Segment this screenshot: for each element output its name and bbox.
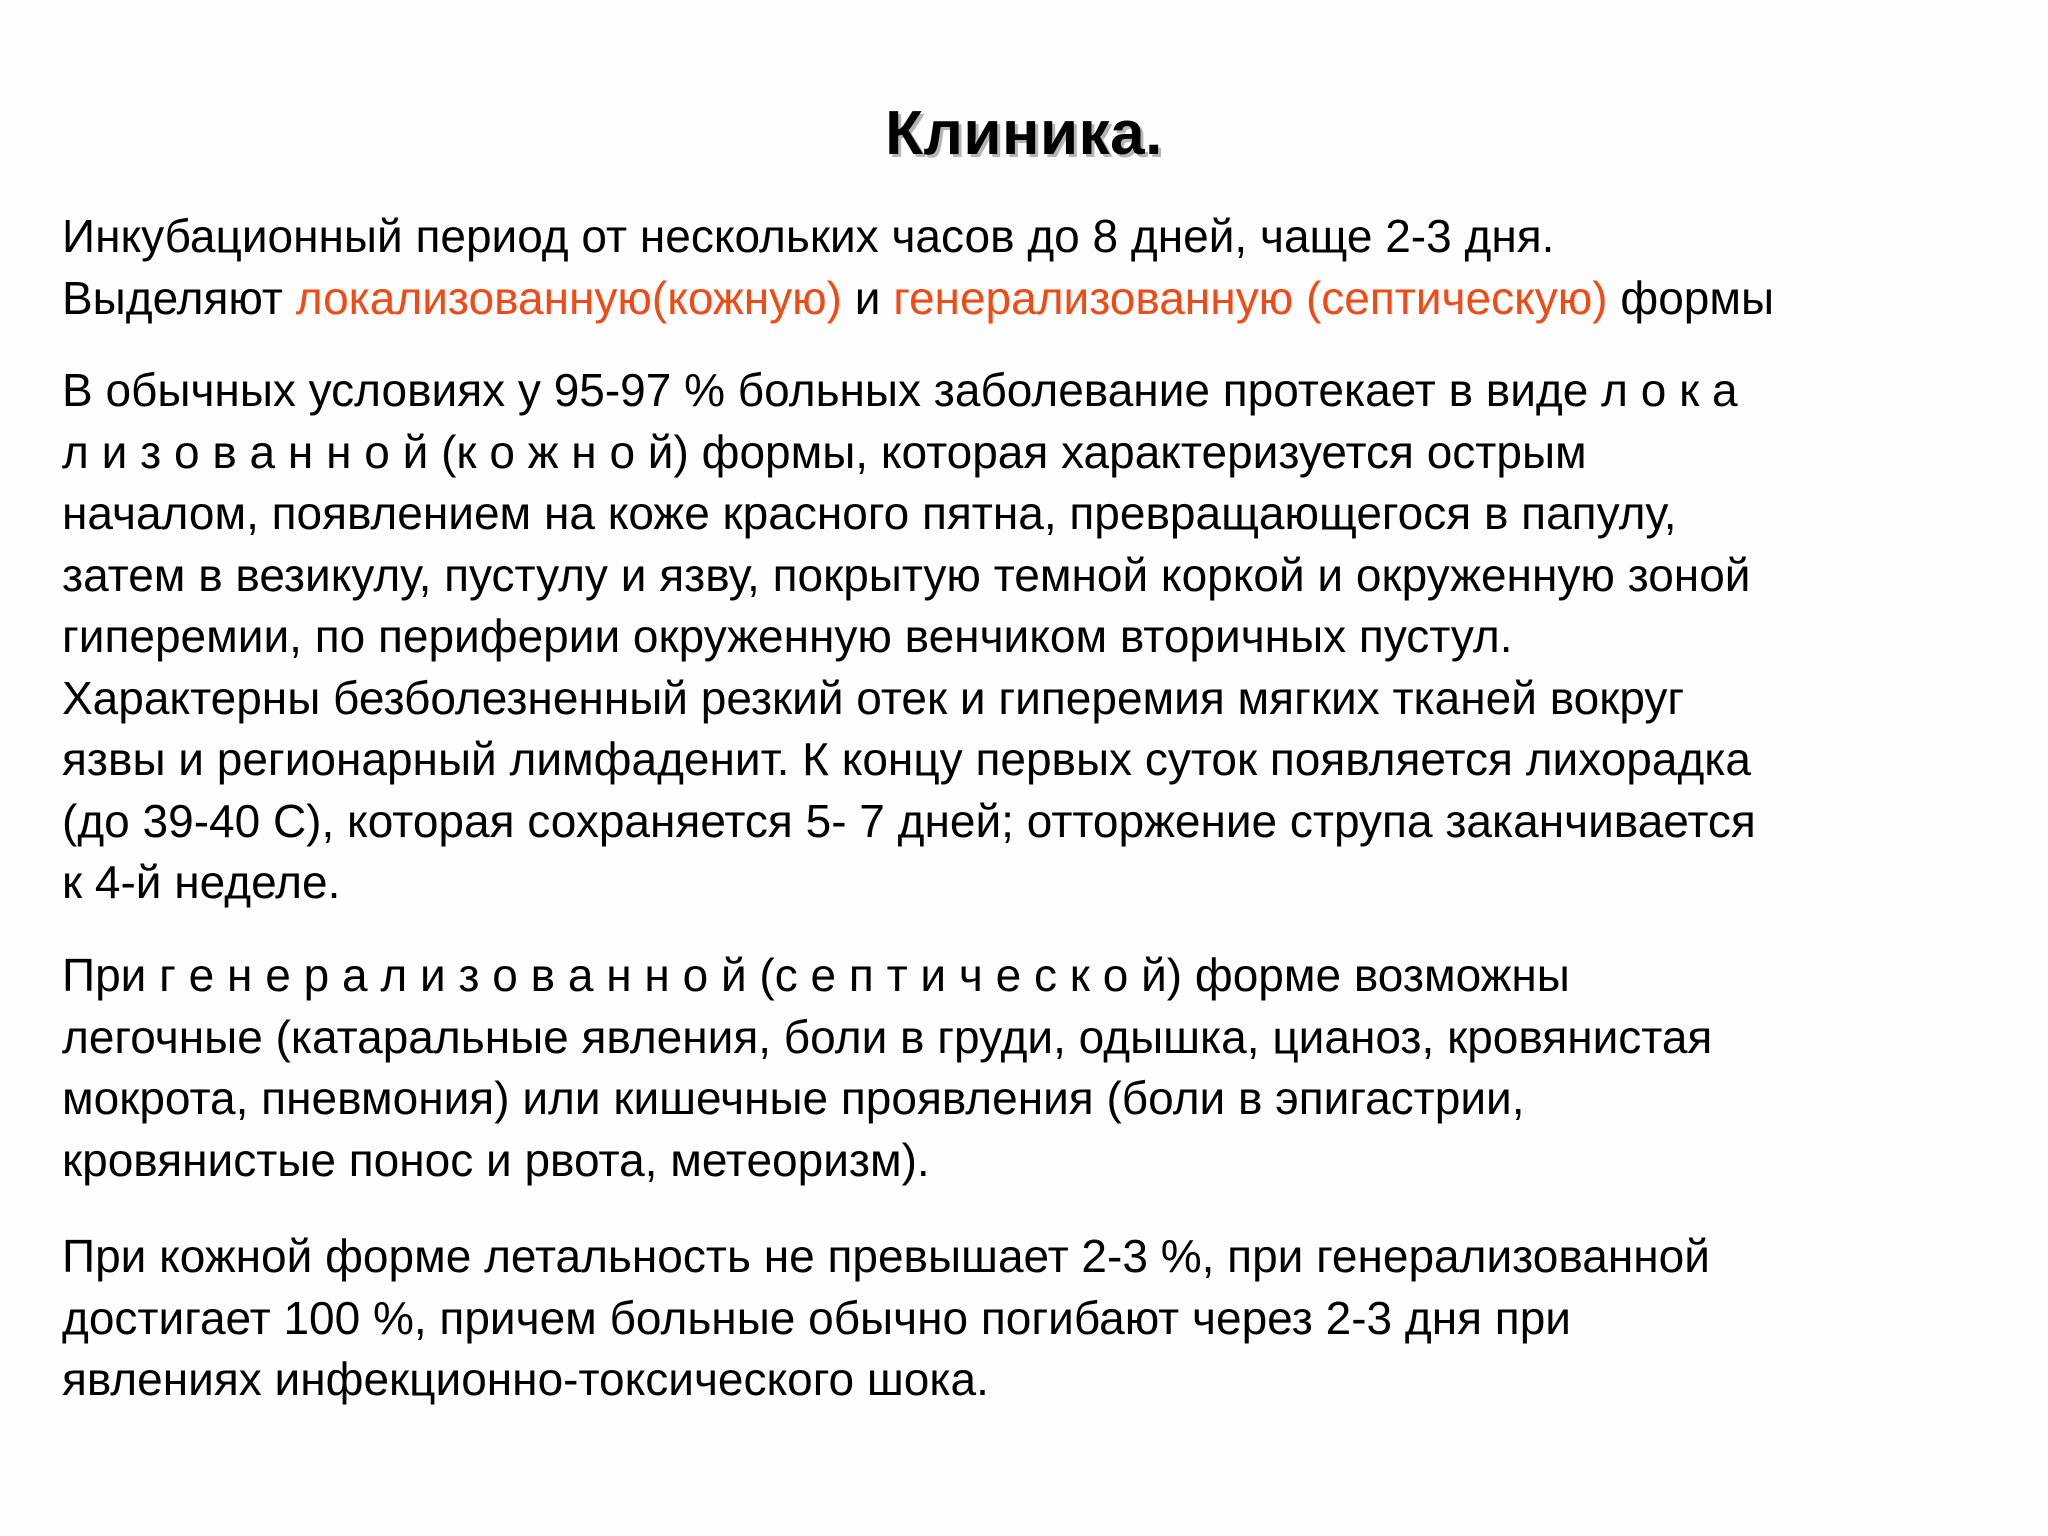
incubation-line: Инкубационный период от нескольких часов до 8 дней, чаще 2-3 дня. (62, 210, 1555, 262)
paragraph-line: кровянистые понос и рвота, метеоризм). (62, 1133, 930, 1186)
mortality-paragraph (62, 1226, 2022, 1411)
generalized-form-paragraph (62, 945, 2022, 1191)
paragraph-line: легочные (катаральные явления, боли в груди, одышка, цианоз, кровянистая (62, 1010, 1713, 1063)
paragraph-line: достигает 100 %, причем больные обычно погибают через 2-3 дня при (62, 1291, 1571, 1344)
forms-suffix: формы (1607, 271, 1775, 324)
paragraph-line: мокрота, пневмония) или кишечные проявления (боли в эпигастрии, (62, 1072, 1525, 1124)
paragraph-line: В обычных условиях у 95-97 % больных заболевание протекает в виде л о к а (62, 364, 1738, 416)
localized-form-term: локализованную(кожную) (295, 271, 842, 324)
intro-paragraph (62, 206, 2022, 329)
paragraph-line: началом, появлением на коже красного пятна, превращающегося в папулу, (62, 487, 1677, 539)
localized-form-paragraph (62, 360, 2022, 914)
paragraph-line: затем в везикулу, пустулу и язву, покрытую темной коркой и окруженную зоной (62, 548, 1751, 601)
paragraph-line: При кожной форме летальность не превышает 2-3 %, при генерализованной (62, 1230, 1710, 1282)
paragraph-line: л и з о в а н н о й (к о ж н о й) формы, которая характеризуется острым (62, 425, 1587, 478)
paragraph-line: Характерны безболезненный резкий отек и гиперемия мягких тканей вокруг (62, 671, 1685, 724)
paragraph-line: (до 39-40 С), которая сохраняется 5- 7 дней; отторжение струпа заканчивается (62, 794, 1756, 847)
paragraph-line: гиперемии, по периферии окруженную венчиком вторичных пустул. (62, 610, 1513, 662)
forms-conjunction: и (841, 271, 894, 324)
forms-prefix: Выделяют (62, 271, 296, 324)
paragraph-line: При г е н е р а л и з о в а н н о й (с е п т и ч е с к о й) форме возможны (62, 949, 1570, 1001)
paragraph-line: явлениях инфекционно-токсического шока. (62, 1353, 989, 1405)
paragraph-line: язвы и регионарный лимфаденит. К концу первых суток появляется лихорадка (62, 733, 1752, 785)
generalized-form-term: генерализованную (септическую) (893, 271, 1608, 324)
paragraph-line: к 4-й неделе. (62, 856, 341, 908)
slide-title: Клиника. (885, 99, 1163, 168)
forms-line (62, 268, 2022, 330)
